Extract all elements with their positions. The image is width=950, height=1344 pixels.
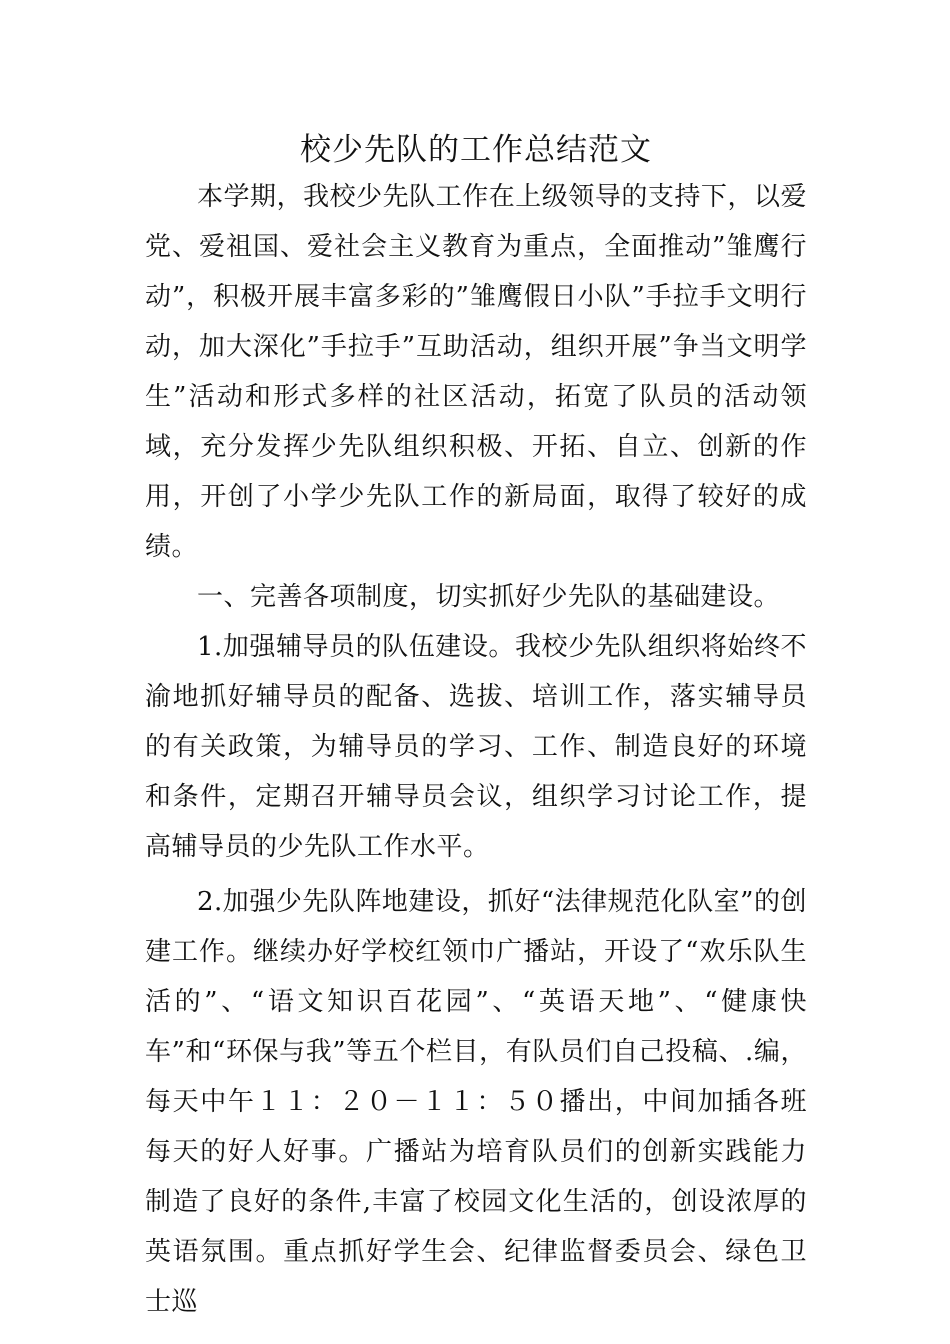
- document-page: [145, 128, 807, 1327]
- paragraph-section-heading: 一、完善各项制度，切实抓好少先队的基础建设。: [197, 582, 781, 612]
- paragraph-item-1: 1.加强辅导员的队伍建设。我校少先队组织将始终不渝地抓好辅导员的配备、选拔、培训工作，落实辅导员的有关政策，为辅导员的学习、工作、制造良好的环境和条件，定期召开辅导员会议，组织学习讨论工作，提高辅导员的少先队工作水平。: [145, 632, 807, 862]
- paragraph-item-2: 2.加强少先队阵地建设，抓好“法律规范化队室”的创建工作。继续办好学校红领巾广播站，开设了“欢乐队生活的”、“语文知识百花园”、“英语天地”、“健康快车”和“环保与我”等五个栏目，有队员们自己投稿、.编，每天中午１１：２０－１１：５０播出，中间加插各班每天的好人好事。广播站为培育队员们的创新实践能力制造了良好的条件,丰富了校园文化生活的，创设浓厚的英语氛围。重点抓好学生会、纪律监督委员会、绿色卫士巡: [145, 887, 807, 1317]
- document-title: 校少先队的工作总结范文: [300, 132, 652, 168]
- paragraph-intro: 本学期，我校少先队工作在上级领导的支持下，以爱党、爱祖国、爱社会主义教育为重点，全面推动”雏鹰行动”，积极开展丰富多彩的”雏鹰假日小队”手拉手文明行动，加大深化”手拉手”互助活动，组织开展”争当文明学生”活动和形式多样的社区活动，拓宽了队员的活动领域，充分发挥少先队组织积极、开拓、自立、创新的作用，开创了小学少先队工作的新局面，取得了较好的成绩。: [145, 182, 807, 562]
